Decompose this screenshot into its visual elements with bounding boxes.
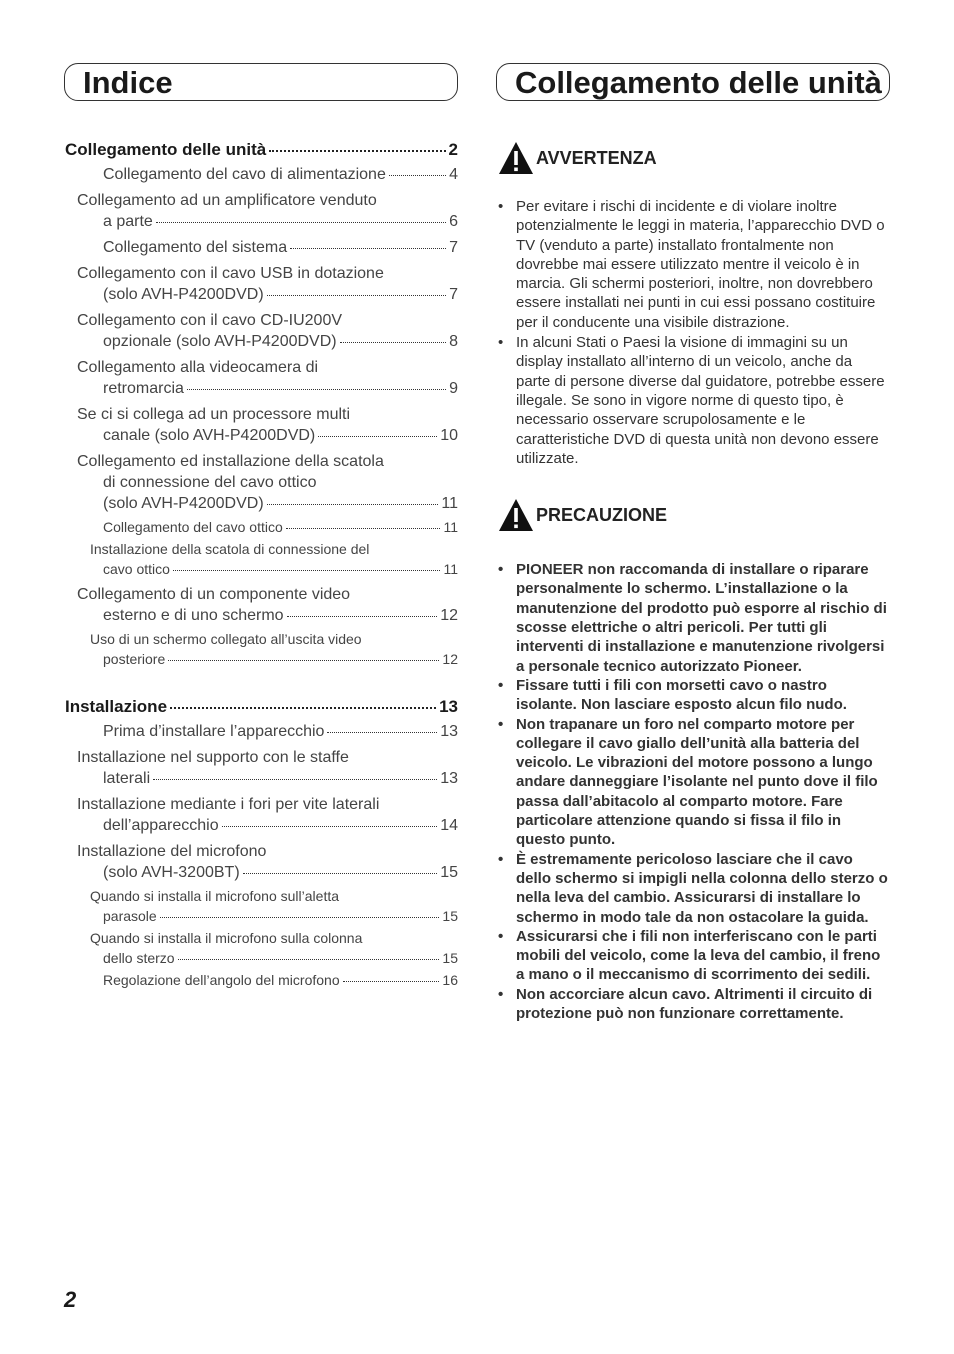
toc-entry-label: cavo ottico [103,561,170,577]
toc-entry-line: di connessione del cavo ottico [103,474,317,491]
warning-header [498,141,890,175]
toc-page: 11 [443,561,458,577]
toc-entry-label: opzionale (solo AVH-P4200DVD) [103,333,337,350]
toc-title: Indice [64,63,458,101]
toc-page: 13 [439,697,458,716]
toc-entry-line: Collegamento di un componente video [77,586,351,603]
toc-leader [340,342,446,343]
toc-page: 4 [449,166,458,183]
toc-entry-line: Installazione del microfono [77,843,267,860]
toc-page: 11 [443,519,458,535]
toc-entry-label: Collegamento del sistema [103,239,288,256]
toc-entry-line: Installazione mediante i fori per vite laterali [77,796,380,813]
toc-entry-label: canale (solo AVH-P4200DVD) [103,427,316,444]
toc-entry-line: Uso di un schermo collegato all’uscita video [90,631,362,647]
toc-leader [222,826,438,827]
toc-leader [156,222,446,223]
toc-leader [343,981,440,982]
toc-entry-line: Collegamento con il cavo CD-IU200V [77,312,343,329]
toc-page: 2 [448,140,458,159]
toc-entry-line: Installazione della scatola di connessione del [90,541,370,557]
toc-leader [318,436,437,437]
warning-triangle-icon [498,141,534,175]
toc-leader [173,570,441,571]
toc-leader [153,779,437,780]
caution-title: PRECAUZIONE [536,504,668,525]
caution-item: • Fissare tutti i fili con morsetti cavo o nastro isolante. Non lasciare esposto alcun filo nudo. [496,676,890,715]
toc-page: 6 [449,213,458,230]
toc-entry[interactable] [77,190,458,232]
toc-page: 15 [442,908,458,924]
toc-entry[interactable] [77,451,458,514]
toc-entry-label: esterno e di uno schermo [103,607,284,624]
toc-entry-label: Collegamento del cavo di alimentazione [103,166,386,183]
toc-entry-line: Collegamento con il cavo USB in dotazione [77,265,384,282]
toc-entry[interactable] [77,794,458,836]
toc-leader [327,732,437,733]
toc-entry[interactable] [90,517,458,537]
caution-header [498,498,890,532]
toc-entry[interactable] [90,970,458,990]
toc-page: 7 [449,239,458,256]
toc-leader [187,389,446,390]
toc-leader [290,248,446,249]
toc-page: 7 [449,286,458,303]
toc-entry-label: (solo AVH-P4200DVD) [103,286,264,303]
toc-entry-label: parasole [103,908,157,924]
toc-entry-label: Regolazione dell’angolo del microfono [103,972,340,988]
toc-leader [170,707,436,709]
toc-page: 9 [449,380,458,397]
toc-heading[interactable] [65,697,458,717]
toc-entry-label: (solo AVH-3200BT) [103,864,240,881]
toc-entry-label: laterali [103,770,151,787]
toc-entry[interactable] [77,310,458,352]
section-title: Collegamento delle unità [496,63,890,101]
warning-list [496,197,890,468]
toc-heading[interactable] [65,140,458,160]
toc-column [64,63,458,990]
toc-page: 15 [440,864,458,881]
toc-entry[interactable] [90,539,458,579]
toc-entry-line: Quando si installa il microfono sulla colonna [90,930,363,946]
toc-entry[interactable] [77,584,458,626]
toc-entry-label: dello sterzo [103,950,175,966]
toc-leader [160,917,440,918]
warning-item: • In alcuni Stati o Paesi la visione di immagini su un display installato all’interno di un veicolo, anche da parte di persone diverse dal guidatore, potrebbe essere illegale. Se sono in vigore norme di questo tipo, è necessario osservare scrupolosamente e le caratteristiche DVD di questa unità non devono essere utilizzate. [496,333,890,468]
caution-triangle-icon [498,498,534,532]
toc-entry-label: Collegamento del cavo ottico [103,519,283,535]
caution-item: • Assicurarsi che i fili non interferiscano con le parti mobili del veicolo, come la leva del cambio, il freno a mano o il meccanismo di scorrimento dei sedili. [496,927,890,985]
caution-item: • È estremamente pericoloso lasciare che il cavo dello schermo si impigli nella colonna dello sterzo o nella leva del cambio. Assicurarsi di installare lo schermo in modo tale da non ostacolare la guida. [496,850,890,927]
toc-heading-label: Installazione [65,697,168,716]
toc-page: 14 [440,817,458,834]
toc-entry-label: dell’apparecchio [103,817,219,834]
toc-entry[interactable] [90,629,458,669]
table-of-contents [64,140,458,990]
toc-entry[interactable] [90,886,458,926]
warning-item: • Per evitare i rischi di incidente e di violare inoltre potenzialmente le leggi in materia, l’apparecchio DVD o TV (venduto a parte) installato frontalmente non dovrebbe mai essere utilizzato mentre il veicolo è in marcia. Gli schermi posteriori, inoltre, non dovrebbero essere installati nei punti in cui essi possano costituire per il conducente una visibile distrazione. [496,197,890,332]
toc-page: 10 [440,427,458,444]
toc-entry-line: Collegamento ad un amplificatore venduto [77,192,377,209]
toc-leader [243,873,438,874]
caution-item: • PIONEER non raccomanda di installare o riparare personalmente lo schermo. L’installazione o la manutenzione del prodotto può esporre al rischio di scosse elettriche o altri pericoli. Per tutti gli interventi di installazione e manutenzione rivolgersi a personale tecnico autorizzato Pioneer. [496,560,890,676]
toc-entry[interactable] [90,928,458,968]
toc-leader [168,660,439,661]
toc-leader [269,150,445,152]
toc-entry[interactable] [77,357,458,399]
toc-page: 13 [440,723,458,740]
toc-entry-label: (solo AVH-P4200DVD) [103,495,264,512]
toc-entry-label: a parte [103,213,153,230]
toc-page: 16 [442,972,458,988]
toc-heading-label: Collegamento delle unità [65,140,267,159]
toc-entry[interactable] [77,747,458,789]
toc-leader [286,528,441,529]
toc-leader [267,295,446,296]
toc-entry-line: Quando si installa il microfono sull’aletta [90,888,340,904]
page-number: 2 [64,1287,77,1312]
warning-title: AVVERTENZA [536,147,657,168]
toc-entry[interactable] [77,404,458,446]
toc-entry-label: retromarcia [103,380,184,397]
toc-entry-label: Prima d’installare l’apparecchio [103,723,325,740]
toc-entry-line: Collegamento alla videocamera di [77,359,319,376]
content-column [496,63,890,1023]
toc-page: 11 [441,495,458,512]
toc-page: 12 [440,607,458,624]
toc-entry-line: Collegamento ed installazione della scatola [77,453,384,470]
caution-item: • Non accorciare alcun cavo. Altrimenti il circuito di protezione può non funzionare correttamente. [496,985,890,1024]
toc-entry[interactable] [77,721,458,742]
toc-leader [287,616,438,617]
toc-entry[interactable] [77,263,458,305]
toc-entry[interactable] [77,164,458,185]
toc-leader [267,504,439,505]
toc-page: 8 [449,333,458,350]
toc-entry[interactable] [77,841,458,883]
toc-leader [178,959,440,960]
toc-leader [389,175,446,176]
toc-entry[interactable] [77,237,458,258]
toc-entry-label: posteriore [103,651,166,667]
toc-page: 15 [442,950,458,966]
toc-page: 12 [442,651,458,667]
caution-list [496,560,890,1023]
caution-item: • Non trapanare un foro nel comparto motore per collegare il cavo giallo dell’unità alla batteria del veicolo. Le vibrazioni del motore possono a lungo andare danneggiare l’isolante nel punto dove il filo passa dall’abitacolo al comparto motore. Fare particolare attenzione quando si fissa il filo in questo punto. [496,715,890,850]
toc-entry-line: Se ci si collega ad un processore multi [77,406,351,423]
toc-entry-line: Installazione nel supporto con le staffe [77,749,349,766]
toc-page: 13 [440,770,458,787]
